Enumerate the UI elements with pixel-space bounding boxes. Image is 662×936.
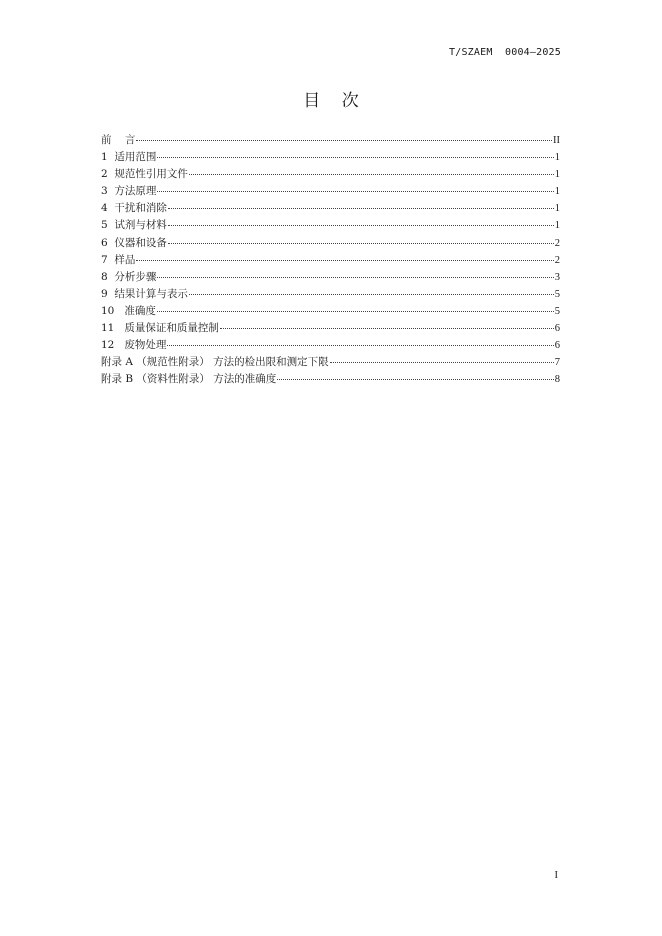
toc-entry-9[interactable]: [101, 286, 560, 303]
toc-entry-label: 2 规范性引用文件: [101, 168, 188, 181]
table-of-contents: [101, 132, 560, 388]
toc-leader: [136, 260, 553, 261]
toc-leader: [168, 208, 554, 209]
toc-entry-label: 1 适用范围: [101, 151, 157, 164]
toc-leader: [330, 362, 554, 363]
toc-entry-8[interactable]: [101, 269, 560, 286]
toc-leader: [157, 157, 553, 158]
toc-entry-label: 7 样品: [101, 253, 136, 266]
toc-leader: [220, 328, 554, 329]
toc-leader: [168, 225, 554, 226]
toc-entry-label: 5 试剂与材料: [101, 219, 167, 232]
toc-entry-page: 2: [554, 237, 560, 249]
toc-entry-appendix-a[interactable]: [101, 354, 560, 371]
toc-entry-page: 5: [554, 305, 560, 317]
toc-entry-label: 3 方法原理: [101, 185, 157, 198]
toc-entry-preface[interactable]: [101, 132, 560, 149]
toc-entry-page: II: [553, 135, 560, 146]
toc-entry-7[interactable]: [101, 252, 560, 269]
toc-leader: [157, 191, 553, 192]
toc-leader: [189, 294, 554, 295]
toc-leader: [157, 311, 554, 312]
page-title: 目 次: [303, 91, 359, 111]
toc-entry-label: 前 言: [101, 134, 136, 146]
page-number: I: [554, 870, 558, 881]
toc-leader: [277, 379, 554, 380]
toc-entry-12[interactable]: [101, 337, 560, 354]
toc-leader: [136, 140, 552, 141]
toc-entry-label: 12 废物处理: [101, 339, 167, 352]
toc-entry-appendix-b[interactable]: [101, 371, 560, 388]
toc-entry-page: 6: [554, 340, 560, 352]
toc-leader: [189, 174, 554, 175]
toc-entry-page: 1: [554, 203, 560, 215]
toc-entry-11[interactable]: [101, 320, 560, 337]
toc-entry-page: 1: [554, 169, 560, 181]
toc-entry-page: 1: [554, 186, 560, 198]
toc-entry-label: 8 分析步骤: [101, 270, 157, 283]
toc-entry-page: 3: [554, 271, 560, 283]
toc-entry-label: 9 结果计算与表示: [101, 287, 188, 300]
toc-entry-page: 5: [554, 288, 560, 300]
toc-entry-4[interactable]: [101, 200, 560, 217]
toc-entry-3[interactable]: [101, 183, 560, 200]
toc-entry-label: 附录 B （资料性附录） 方法的准确度: [101, 373, 277, 386]
toc-entry-2[interactable]: [101, 166, 560, 183]
toc-entry-1[interactable]: [101, 149, 560, 166]
toc-entry-6[interactable]: [101, 235, 560, 252]
toc-entry-label: 6 仪器和设备: [101, 236, 167, 249]
standard-code: T/SZAEM 0004—2025: [449, 47, 561, 58]
toc-entry-page: 7: [554, 357, 560, 369]
toc-entry-label: 4 干扰和消除: [101, 202, 167, 215]
toc-entry-page: 8: [554, 374, 560, 386]
toc-entry-label: 附录 A （规范性附录） 方法的检出限和测定下限: [101, 356, 329, 369]
toc-entry-page: 2: [554, 254, 560, 266]
toc-entry-page: 6: [554, 323, 560, 335]
toc-leader: [168, 243, 554, 244]
toc-entry-page: 1: [554, 152, 560, 164]
toc-leader: [157, 277, 553, 278]
toc-leader: [167, 345, 553, 346]
toc-entry-label: 11 质量保证和质量控制: [101, 322, 219, 335]
toc-entry-5[interactable]: [101, 217, 560, 234]
toc-entry-label: 10 准确度: [101, 304, 156, 317]
toc-entry-10[interactable]: [101, 303, 560, 320]
toc-entry-page: 1: [554, 220, 560, 232]
